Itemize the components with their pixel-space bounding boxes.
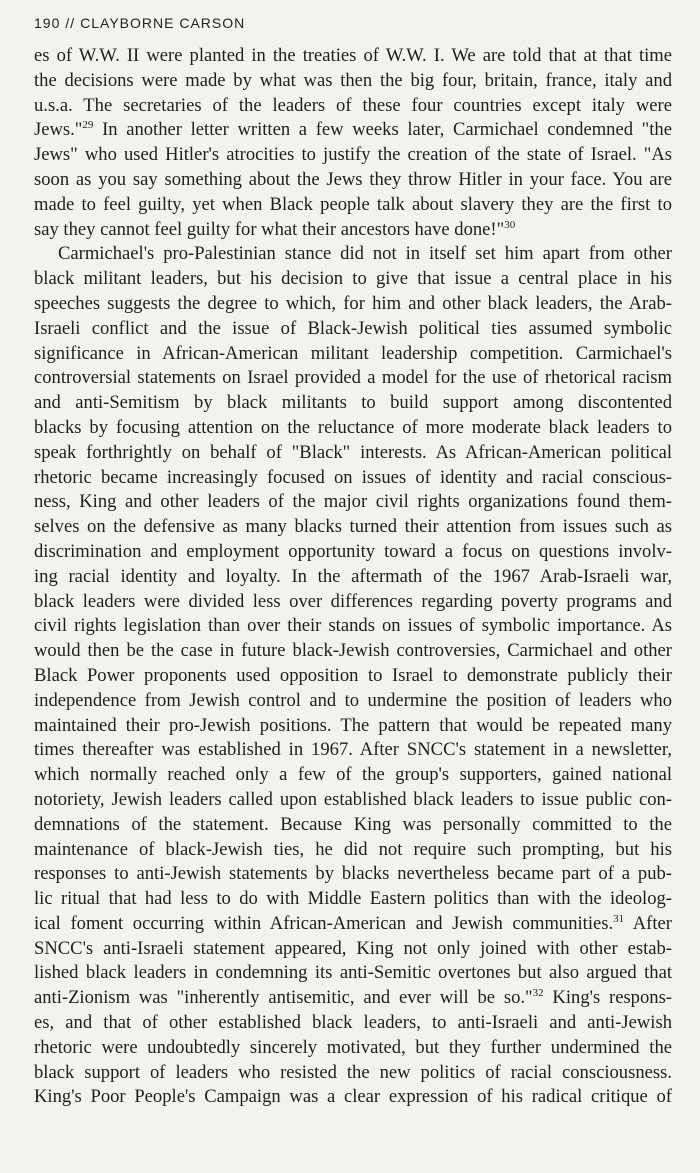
text-line [34, 590, 672, 615]
line-text: speak forthrightly on behalf of "Black" interests. As African-American political [34, 441, 672, 463]
line-text: responses to anti-Jewish statements by blacks nevertheless became part of a pub- [34, 863, 672, 885]
line-text: u.s.a. The secretaries of the leaders of these four countries except italy were [34, 94, 672, 116]
line-text: ical foment occurring within African-American and Jewish communities. [34, 912, 614, 934]
text-line [34, 143, 672, 168]
line-text: blacks by focusing attention on the reluctance of more moderate black leaders to [34, 416, 672, 438]
text-line [34, 466, 672, 491]
line-text: ness, King and other leaders of the major civil rights organizations found them- [34, 491, 672, 513]
line-text: es, and that of other established black leaders, to anti-Israeli and anti-Jewish [34, 1012, 672, 1034]
line-text: King's Poor People's Campaign was a clear expression of his radical critique of [34, 1086, 672, 1108]
text-line [34, 614, 672, 639]
line-text: black leaders were divided less over differences regarding poverty programs and [34, 590, 672, 612]
line-text: would then be the case in future black-Jewish controversies, Carmichael and other [34, 640, 672, 662]
line-text: independence from Jewish control and to undermine the position of leaders who [34, 689, 672, 711]
text-line [34, 94, 672, 119]
text-line [34, 540, 672, 565]
text-line [34, 862, 672, 887]
footnote-marker: 30 [504, 218, 516, 231]
line-text: ing racial identity and loyalty. In the aftermath of the 1967 Arab-Israeli war, [34, 565, 672, 587]
text-line [34, 565, 672, 590]
line-text: controversial statements on Israel provided a model for the use of rhetorical racism [34, 367, 672, 389]
text-line [34, 937, 672, 962]
text-line [34, 391, 672, 416]
text-line [34, 342, 672, 367]
line-text: soon as you say something about the Jews they throw Hitler in your face. You are [34, 168, 672, 190]
text-line [34, 689, 672, 714]
line-text: SNCC's anti-Israeli statement appeared, King not only joined with other estab- [34, 937, 672, 959]
line-text: anti-Zionism was "inherently antisemitic, and ever will be so." [34, 987, 533, 1009]
text-line [34, 366, 672, 391]
text-line [34, 490, 672, 515]
line-text: es of W.W. II were planted in the treaties of W.W. I. We are told that at that time [34, 45, 672, 66]
line-text: discrimination and employment opportunity toward a focus on questions involv- [34, 540, 672, 562]
text-line [34, 69, 672, 94]
text-line [34, 441, 672, 466]
text-line [34, 317, 672, 342]
text-line [34, 714, 672, 739]
text-line [34, 193, 672, 218]
text-line [34, 788, 672, 813]
line-text: Israeli conflict and the issue of Black-Jewish political ties assumed symbolic [34, 317, 672, 339]
text-line [34, 1061, 672, 1086]
line-text: significance in African-American militant leadership competition. Carmichael's [34, 342, 672, 364]
line-text-continued: After [624, 912, 672, 934]
line-text: rhetoric became increasingly focused on issues of identity and racial conscious- [34, 466, 672, 488]
line-text-continued: King's respons- [543, 987, 673, 1009]
page-number: 190 [34, 15, 61, 31]
text-line [34, 738, 672, 763]
text-line [34, 1011, 672, 1036]
line-text: say they cannot feel guilty for what their ancestors have done!" [34, 218, 505, 240]
footnote-marker: 29 [82, 119, 94, 132]
text-line [34, 664, 672, 689]
line-text: Black Power proponents used opposition to Israel to demonstrate publicly their [34, 664, 672, 686]
line-text: black support of leaders who resisted the new politics of racial consciousness. [34, 1061, 672, 1083]
line-text: times thereafter was established in 1967. After SNCC's statement in a newsletter, [34, 739, 672, 761]
text-line [34, 168, 672, 193]
text-line [34, 1036, 672, 1061]
header-separator: // [65, 15, 76, 31]
running-head-author: CLAYBORNE CARSON [80, 15, 246, 31]
text-line [34, 763, 672, 788]
footnote-marker: 32 [532, 987, 544, 1000]
text-line [34, 416, 672, 441]
line-text: rhetoric were undoubtedly sincerely motivated, but they further undermined the [34, 1036, 672, 1058]
line-text-continued: In another letter written a few weeks later, Carmichael condemned "the [93, 119, 672, 141]
line-text: maintenance of black-Jewish ties, he did not require such prompting, but his [34, 838, 672, 860]
text-line [34, 242, 672, 267]
line-text: lished black leaders in condemning its anti-Semitic overtones but also argued that [34, 962, 672, 984]
line-text: demnations of the statement. Because King was personally committed to the [34, 813, 672, 835]
text-line [34, 912, 672, 937]
line-text: maintained their pro-Jewish positions. The pattern that would be repeated many [34, 714, 672, 736]
text-line [34, 813, 672, 838]
text-line [34, 515, 672, 540]
text-line [34, 218, 672, 243]
line-text: civil rights legislation than over their stands on issues of symbolic importance. As [34, 615, 672, 637]
text-line [34, 639, 672, 664]
line-text: which normally reached only a few of the group's supporters, gained national [34, 764, 672, 786]
text-line [34, 887, 672, 912]
text-line [34, 986, 672, 1011]
text-line [34, 118, 672, 143]
line-text: lic ritual that had less to do with Middle Eastern politics than with the ideolog- [34, 888, 672, 910]
line-text: and anti-Semitism by black militants to build support among discontented [34, 392, 672, 414]
text-line [34, 292, 672, 317]
line-text: the decisions were made by what was then the big four, britain, france, italy and [34, 69, 672, 91]
line-text: selves on the defensive as many blacks turned their attention from issues such as [34, 516, 672, 538]
line-text: Jews." [34, 119, 83, 141]
text-line [34, 1085, 672, 1110]
line-text: black militant leaders, but his decision to give that issue a central place in his [34, 268, 672, 290]
running-header [34, 15, 245, 31]
text-line [34, 961, 672, 986]
line-text: Carmichael's pro-Palestinian stance did not in itself set him apart from other [58, 243, 672, 265]
footnote-marker: 31 [613, 912, 625, 925]
line-text: notoriety, Jewish leaders called upon established black leaders to issue public con- [34, 788, 672, 810]
text-line [34, 44, 672, 69]
text-line [34, 267, 672, 292]
line-text: Jews" who used Hitler's atrocities to justify the creation of the state of Israel. "As [34, 144, 672, 166]
line-text: speeches suggests the degree to which, for him and other black leaders, the Arab- [34, 292, 672, 314]
line-text: made to feel guilty, yet when Black people talk about slavery they are the first to [34, 193, 672, 215]
body-text [34, 44, 672, 1110]
text-line [34, 838, 672, 863]
